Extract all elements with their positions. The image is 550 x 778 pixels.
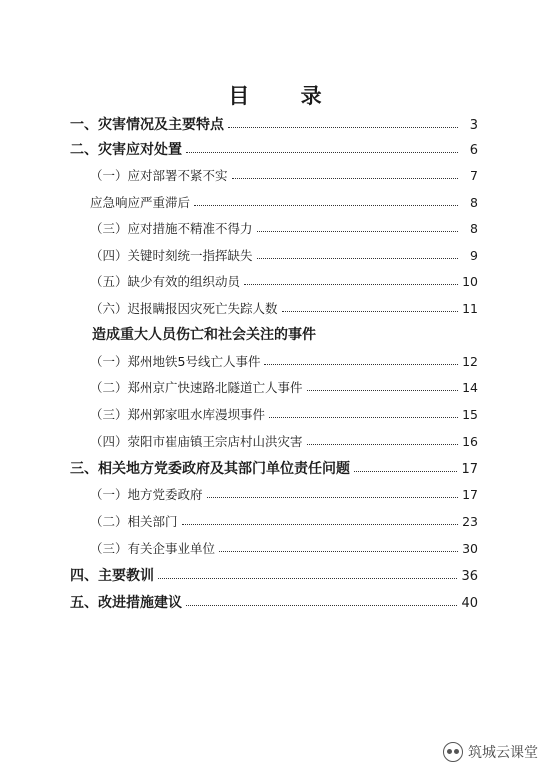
leader-dots — [264, 352, 458, 365]
leader-dots — [232, 166, 458, 179]
toc-entry-3-1: （一）地方党委政府 17 — [90, 487, 478, 502]
leader-dots — [307, 432, 458, 445]
toc-entry-3-2: （二）相关部门 23 — [90, 514, 478, 529]
leader-dots — [257, 246, 458, 259]
toc-entry-events-heading: 造成重大人员伤亡和社会关注的事件 — [92, 327, 316, 343]
leader-dots — [186, 140, 458, 153]
leader-dots — [219, 539, 458, 552]
leader-dots — [257, 219, 458, 232]
toc-entry-event-2: （二）郑州京广快速路北隧道亡人事件 14 — [90, 380, 478, 395]
toc-entry-2-5: （五）缺少有效的组织动员 10 — [90, 274, 478, 289]
toc-entry-2-6: （六）迟报瞒报因灾死亡失踪人数 11 — [90, 301, 478, 316]
toc-entry-2-3: （三）应对措施不精准不得力 8 — [90, 221, 478, 236]
leader-dots — [354, 459, 457, 472]
leader-dots — [186, 593, 457, 606]
toc-entry-event-1: （一）郑州地铁5号线亡人事件 12 — [90, 354, 478, 369]
toc-entry-2-4: （四）关键时刻统一指挥缺失 9 — [90, 248, 478, 263]
toc-entry-3: 三、相关地方党委政府及其部门单位责任问题 17 — [70, 461, 478, 477]
watermark-text: 筑城云课堂 — [468, 745, 538, 761]
leader-dots — [282, 299, 458, 312]
toc-entry-2: 二、灾害应对处置 6 — [70, 142, 478, 158]
toc-entry-2-2: 应急响应严重滞后 8 — [90, 195, 478, 210]
toc-entry-5: 五、改进措施建议 40 — [70, 595, 478, 611]
leader-dots — [307, 378, 458, 391]
leader-dots — [194, 193, 458, 206]
leader-dots — [228, 115, 458, 128]
leader-dots — [207, 485, 458, 498]
leader-dots — [158, 566, 457, 579]
toc-entry-event-3: （三）郑州郭家咀水库漫坝事件 15 — [90, 407, 478, 422]
toc-entry-1: 一、灾害情况及主要特点 3 — [70, 117, 478, 133]
toc-entry-3-3: （三）有关企事业单位 30 — [90, 541, 478, 556]
wechat-icon — [443, 742, 463, 762]
toc-entry-event-4: （四）荥阳市崔庙镇王宗店村山洪灾害 16 — [90, 434, 478, 449]
toc-entry-4: 四、主要教训 36 — [70, 568, 478, 584]
watermark — [443, 742, 538, 762]
leader-dots — [269, 405, 458, 418]
toc-entry-2-1: （一）应对部署不紧不实 7 — [90, 168, 478, 183]
toc-title: 目 录 — [228, 84, 344, 108]
leader-dots — [244, 272, 458, 285]
leader-dots — [182, 512, 458, 525]
